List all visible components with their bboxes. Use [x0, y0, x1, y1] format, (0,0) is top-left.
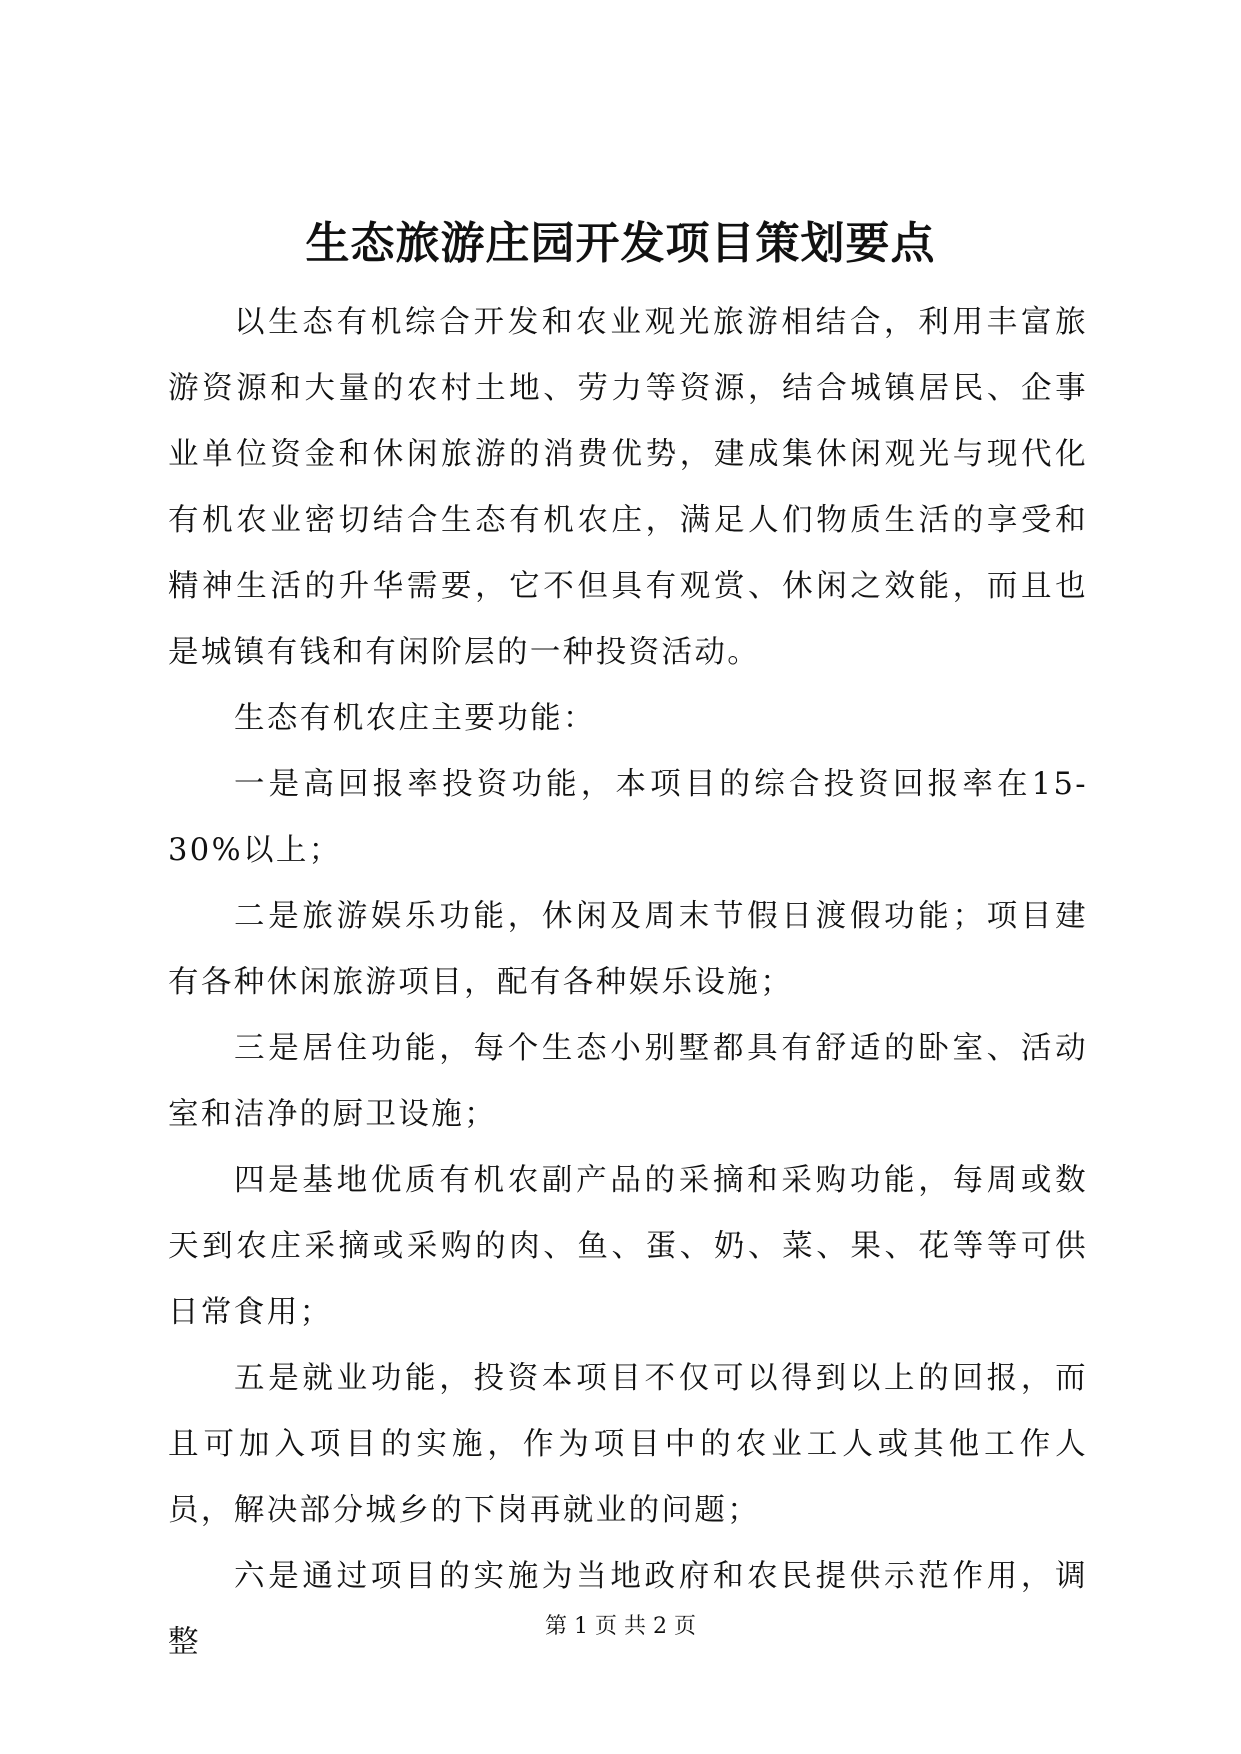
paragraph-function-4: 四是基地优质有机农副产品的采摘和采购功能，每周或数天到农庄采摘或采购的肉、鱼、蛋、奶、菜、果、花等等可供日常食用；: [168, 1163, 1088, 1330]
paragraph-function-1: 一是高回报率投资功能，本项目的综合投资回报率在15-30%以上；: [168, 767, 1088, 868]
document-title: 生态旅游庄园开发项目策划要点: [305, 218, 936, 269]
paragraph-function-6: 六是通过项目的实施为当地政府和农民提供示范作用，调整: [168, 1559, 1088, 1660]
document-body: [168, 290, 1088, 1676]
paragraph-intro: 以生态有机综合开发和农业观光旅游相结合，利用丰富旅游资源和大量的农村土地、劳力等资源，结合城镇居民、企事业单位资金和休闲旅游的消费优势，建成集休闲观光与现代化有机农业密切结合生态有机农庄，满足人们物质生活的享受和精神生活的升华需要，它不但具有观赏、休闲之效能，而且也是城镇有钱和有闲阶层的一种投资活动。: [168, 305, 1088, 670]
page-number-footer: 第 1 页 共 2 页: [545, 1614, 696, 1639]
paragraph-function-3: 三是居住功能，每个生态小别墅都具有舒适的卧室、活动室和洁净的厨卫设施；: [168, 1031, 1088, 1132]
paragraph-function-2: 二是旅游娱乐功能，休闲及周末节假日渡假功能；项目建有各种休闲旅游项目，配有各种娱乐设施；: [168, 899, 1088, 1000]
paragraph-function-5: 五是就业功能，投资本项目不仅可以得到以上的回报，而且可加入项目的实施，作为项目中的农业工人或其他工作人员，解决部分城乡的下岗再就业的问题；: [168, 1361, 1088, 1528]
paragraph-functions-heading: 生态有机农庄主要功能：: [234, 701, 596, 736]
